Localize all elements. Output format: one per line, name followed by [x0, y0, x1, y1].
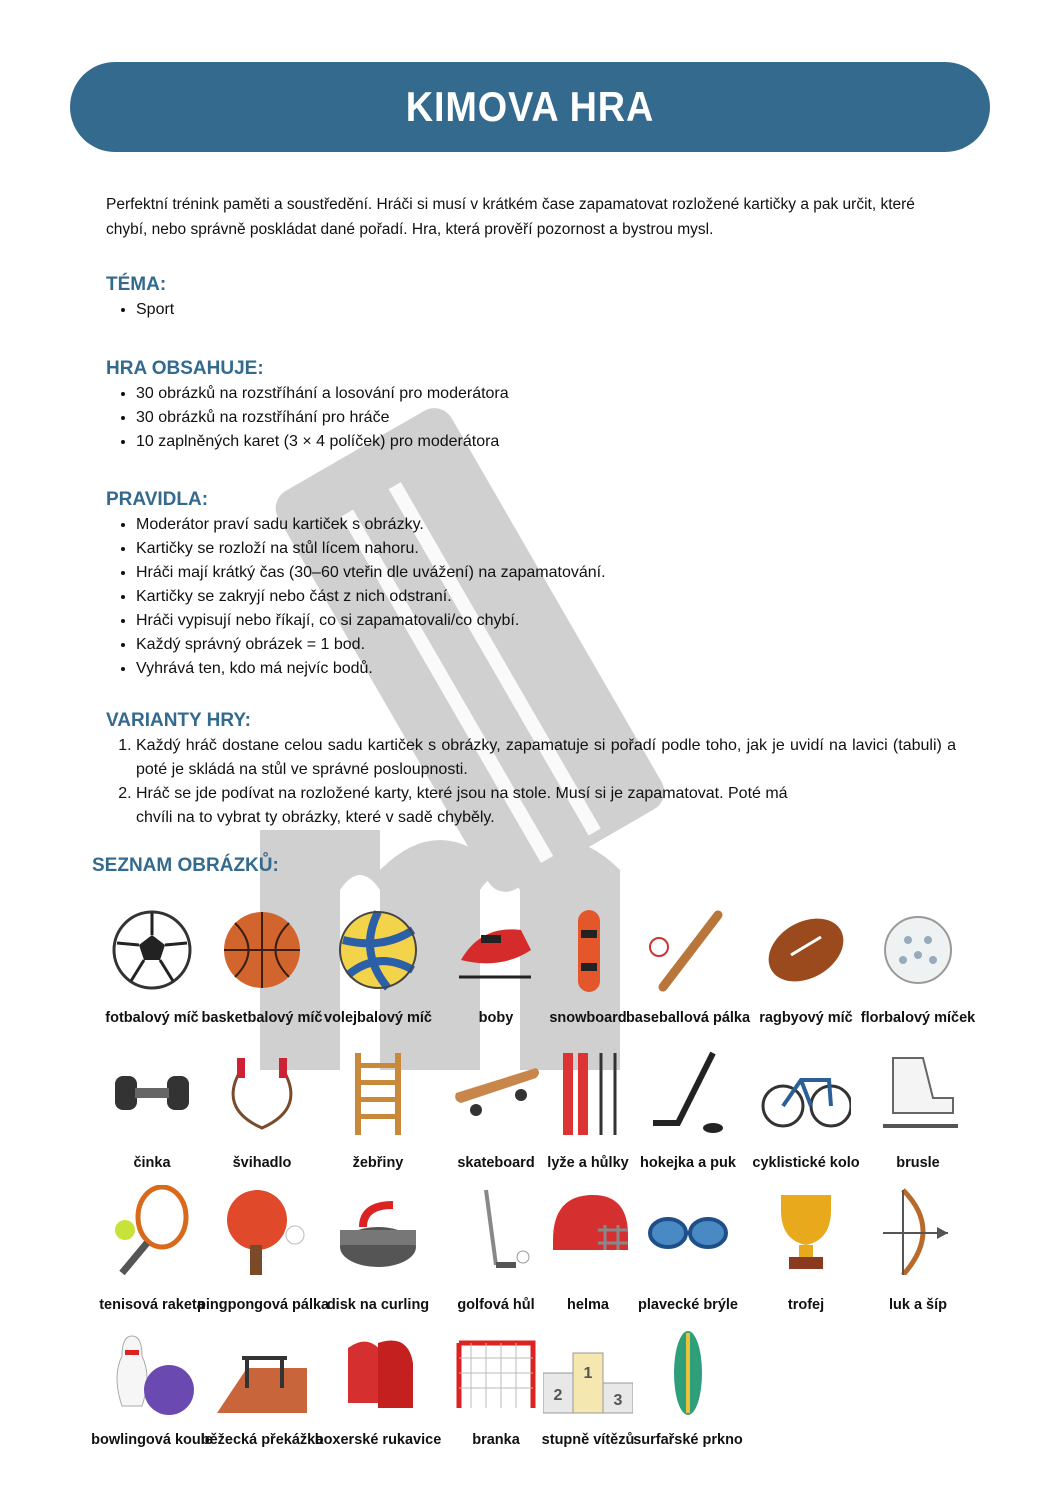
picture-label: lyže a hůlky — [547, 1155, 629, 1171]
list-item: • Kartičky se zakryjí nebo část z nich odstraní. — [136, 585, 606, 609]
picture-label: boxerské rukavice — [314, 1432, 442, 1448]
list-item: • Hráči vypisují nebo říkají, co si zapamatovali/co chybí. — [136, 609, 606, 633]
rules-heading: PRAVIDLA: — [106, 489, 209, 510]
contents-section — [106, 358, 509, 454]
list-item: • Moderátor praví sadu kartiček s obrázky. — [136, 513, 606, 537]
title-banner — [70, 62, 990, 152]
picture-label: švihadlo — [232, 1155, 292, 1171]
variants-heading: VARIANTY HRY: — [106, 710, 251, 731]
theme-heading: TÉMA: — [106, 274, 167, 295]
picture-icon — [543, 1185, 633, 1275]
picture-icon — [333, 905, 423, 995]
picture-label: surfařské prkno — [633, 1432, 743, 1448]
picture-item — [313, 1185, 443, 1313]
list-item: • 30 obrázků na rozstříhání pro hráče — [136, 406, 509, 430]
picture-label: hokejka a puk — [640, 1155, 736, 1171]
picture-label: stupně vítězů — [541, 1432, 635, 1448]
picture-icon — [873, 905, 963, 995]
picture-item — [741, 1048, 871, 1171]
podium-number: 3 — [613, 1392, 623, 1409]
picture-label: golfová hůl — [457, 1297, 535, 1313]
picture-label: volejbalový míč — [324, 1010, 432, 1026]
picture-icon — [761, 905, 851, 995]
picture-label: helma — [567, 1297, 609, 1313]
picture-item — [197, 1328, 327, 1448]
list-item: • Kartičky se rozloží na stůl lícem nahoru. — [136, 537, 606, 561]
picture-label: fotbalový míč — [105, 1010, 199, 1026]
picture-icon — [333, 1048, 423, 1138]
picture-label: činka — [133, 1155, 171, 1171]
picture-item — [313, 905, 443, 1026]
picture-item — [853, 905, 983, 1026]
picture-icon — [761, 1048, 851, 1138]
picture-label: plavecké brýle — [638, 1297, 738, 1313]
list-item: • Hráči mají krátký čas (30–60 vteřin dle uvážení) na zapamatování. — [136, 561, 606, 585]
picture-label: skateboard — [457, 1155, 535, 1171]
rules-section — [106, 489, 606, 681]
picture-label: trofej — [787, 1297, 825, 1313]
pictures-heading: SEZNAM OBRÁZKŮ: — [92, 855, 279, 876]
picture-item — [623, 1185, 753, 1313]
picture-item — [197, 905, 327, 1026]
picture-icon — [333, 1185, 423, 1275]
picture-icon — [107, 905, 197, 995]
picture-icon — [217, 1048, 307, 1138]
picture-item — [741, 1185, 871, 1313]
contents-heading: HRA OBSAHUJE: — [106, 358, 264, 379]
picture-item — [623, 1328, 753, 1448]
picture-icon — [543, 1328, 633, 1418]
picture-icon — [643, 905, 733, 995]
picture-icon — [873, 1185, 963, 1275]
picture-item — [197, 1185, 330, 1313]
picture-item — [853, 1048, 983, 1171]
page-title: KIMOVA HRA — [405, 83, 655, 130]
picture-icon — [217, 1185, 307, 1275]
picture-icon — [107, 1328, 197, 1418]
picture-icon — [107, 1048, 197, 1138]
picture-label: basketbalový míč — [201, 1010, 323, 1026]
picture-icon — [107, 1185, 197, 1275]
picture-label: žebřiny — [352, 1155, 404, 1171]
list-item: • Každý správný obrázek = 1 bod. — [136, 633, 606, 657]
picture-icon — [543, 1048, 633, 1138]
picture-item — [623, 905, 753, 1026]
picture-icon — [217, 905, 307, 995]
list-item: • Vyhrává ten, kdo má nejvíc bodů. — [136, 657, 606, 681]
picture-label: baseballová pálka — [625, 1010, 751, 1026]
picture-label: florbalový míček — [860, 1010, 976, 1026]
theme-section — [106, 274, 174, 322]
picture-label: cyklistické kolo — [752, 1155, 860, 1171]
list-item: • Sport — [136, 298, 174, 322]
picture-label: branka — [472, 1432, 520, 1448]
picture-label: brusle — [896, 1155, 940, 1171]
list-item: • 30 obrázků na rozstříhání a losování pro moderátora — [136, 382, 509, 406]
picture-label: bowlingová koule — [91, 1432, 213, 1448]
picture-item — [853, 1185, 983, 1313]
picture-label: tenisová raketa — [99, 1297, 205, 1313]
picture-label: pingpongová pálka — [197, 1297, 330, 1313]
intro-text: Perfektní trénink paměti a soustředění. Hráči si musí v krátkém čase zapamatovat rozložené kartičky a pak určit, které chybí, nebo správně poskládat dané pořadí. Hra, která prověří pozornost a bystrou mysl. — [106, 196, 915, 238]
picture-label: běžecká překážka — [200, 1432, 324, 1448]
podium-number: 1 — [583, 1365, 593, 1382]
picture-label: ragbyový míč — [759, 1010, 853, 1026]
picture-item — [313, 1328, 443, 1448]
picture-icon — [543, 905, 633, 995]
picture-item — [623, 1048, 753, 1171]
picture-icon — [643, 1048, 733, 1138]
picture-label: luk a šíp — [888, 1297, 948, 1313]
picture-item — [197, 1048, 327, 1171]
picture-icon — [333, 1328, 423, 1418]
picture-icon — [643, 1185, 733, 1275]
list-item: 2. Hráč se jde podívat na rozložené karty, které jsou na stole. Musí si je zapamatovat. Poté má chvíli na to vybrat ty obrázky, které v sadě chyběly. — [136, 782, 956, 830]
content — [106, 192, 956, 242]
variants-section — [106, 710, 956, 830]
picture-icon — [217, 1328, 307, 1418]
picture-label: disk na curling — [326, 1297, 430, 1313]
podium-number: 2 — [553, 1387, 563, 1404]
picture-label: boby — [478, 1010, 514, 1026]
picture-label: snowboard — [549, 1010, 627, 1026]
picture-icon — [761, 1185, 851, 1275]
picture-icon — [643, 1328, 733, 1418]
list-item: 1. Každý hráč dostane celou sadu kartiček s obrázky, zapamatuje si pořadí podle toho, jak je uvidí na lavici (tabuli) a poté je skládá na stůl ve správné posloupnosti. — [136, 734, 956, 782]
picture-item — [741, 905, 871, 1026]
picture-item — [313, 1048, 443, 1171]
list-item: • 10 zaplněných karet (3 × 4 políček) pro moderátora — [136, 430, 509, 454]
picture-icon — [873, 1048, 963, 1138]
